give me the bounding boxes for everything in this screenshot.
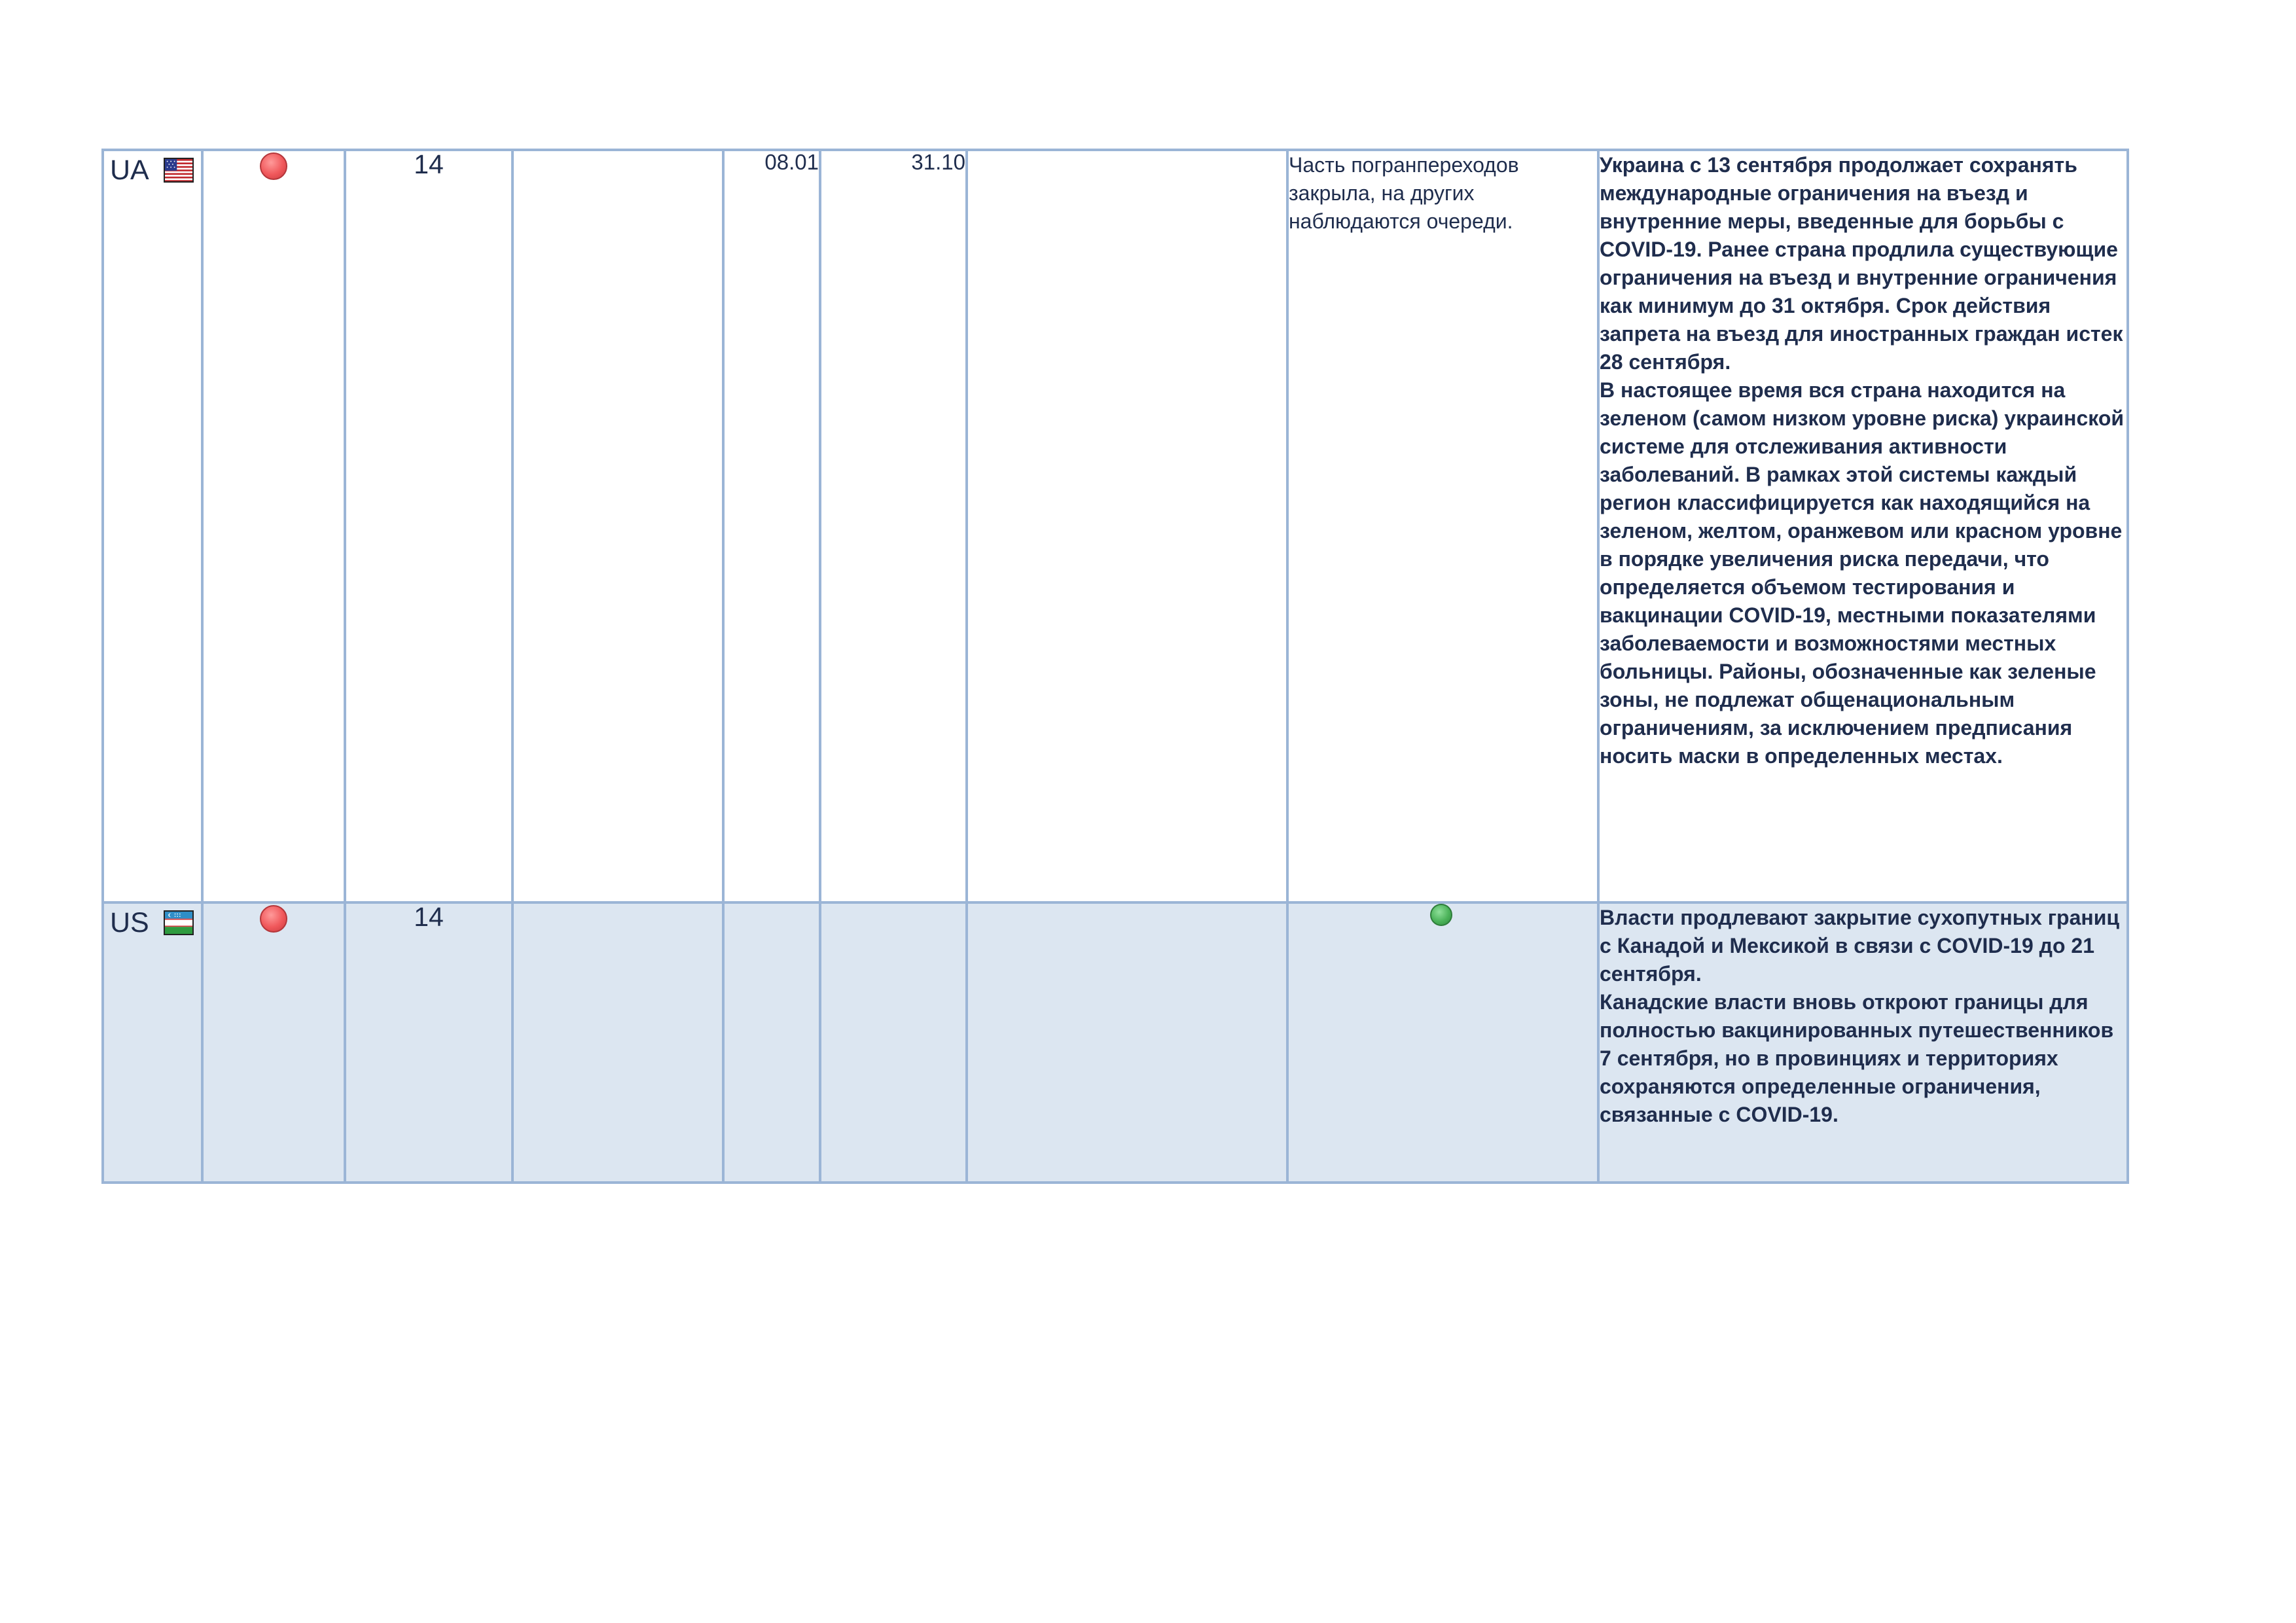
- border-note: Часть погранпереходов закрыла, на других наблюдаются очереди.: [1287, 150, 1598, 902]
- country-code-cell: [103, 150, 202, 902]
- table-row: [103, 902, 2128, 1183]
- status-cell: [202, 150, 345, 902]
- country-code-cell: [103, 902, 202, 1183]
- date-to: 31.10: [820, 150, 967, 902]
- quarantine-days: 14: [345, 150, 512, 902]
- date-from: [723, 902, 820, 1183]
- border-note-cell: [1287, 902, 1598, 1183]
- us-flag-icon: [164, 158, 194, 183]
- red-status-dot-icon: [260, 152, 287, 180]
- restriction-description: Украина с 13 сентября продолжает сохранять международные ограничения на въезд и внутренние меры, введенные для борьбы с COVID-19. Ранее страна продлила существующие ограничения на въезд и внутренние ограничения как минимум до 31 октября. Срок действия запрета на въезд для иностранных граждан истек 28 сентября. В настоящее время вся страна находится на зеленом (самом низком уровне риска) украинской системе для отслеживания активности заболеваний. В рамках этой системы каждый регион классифицируется как находящийся на зеленом, желтом, оранжевом или красном уровне в порядке увеличения риска передачи, что определяется объемом тестирования и вакцинации COVID-19, местными показателями заболеваемости и возможностями местных больницы. Районы, обозначенные как зеленые зоны, не подлежат общенациональным ограничениям, за исключением предписания носить маски в определенных местах.: [1598, 150, 2128, 902]
- date-from: 08.01: [723, 150, 820, 902]
- date-to: [820, 902, 967, 1183]
- empty-cell: [512, 150, 723, 902]
- status-cell: [202, 902, 345, 1183]
- red-status-dot-icon: [260, 905, 287, 933]
- restriction-description: Власти продлевают закрытие сухопутных границ с Канадой и Мексикой в связи с COVID-19 до 21 сентября. Канадские власти вновь откроют границы для полностью вакцинированных путешественников 7 сентября, но в провинциях и территориях сохраняются определенные ограничения, связанные с COVID-19.: [1598, 902, 2128, 1183]
- country-code: US: [110, 907, 149, 938]
- country-code: UA: [110, 154, 149, 186]
- country-restrictions-table: [101, 149, 2129, 1184]
- green-status-dot-icon: [1430, 904, 1452, 926]
- empty-cell: [967, 902, 1287, 1183]
- uz-flag-icon: [164, 910, 194, 935]
- quarantine-days: 14: [345, 902, 512, 1183]
- table-row: [103, 150, 2128, 902]
- empty-cell: [967, 150, 1287, 902]
- empty-cell: [512, 902, 723, 1183]
